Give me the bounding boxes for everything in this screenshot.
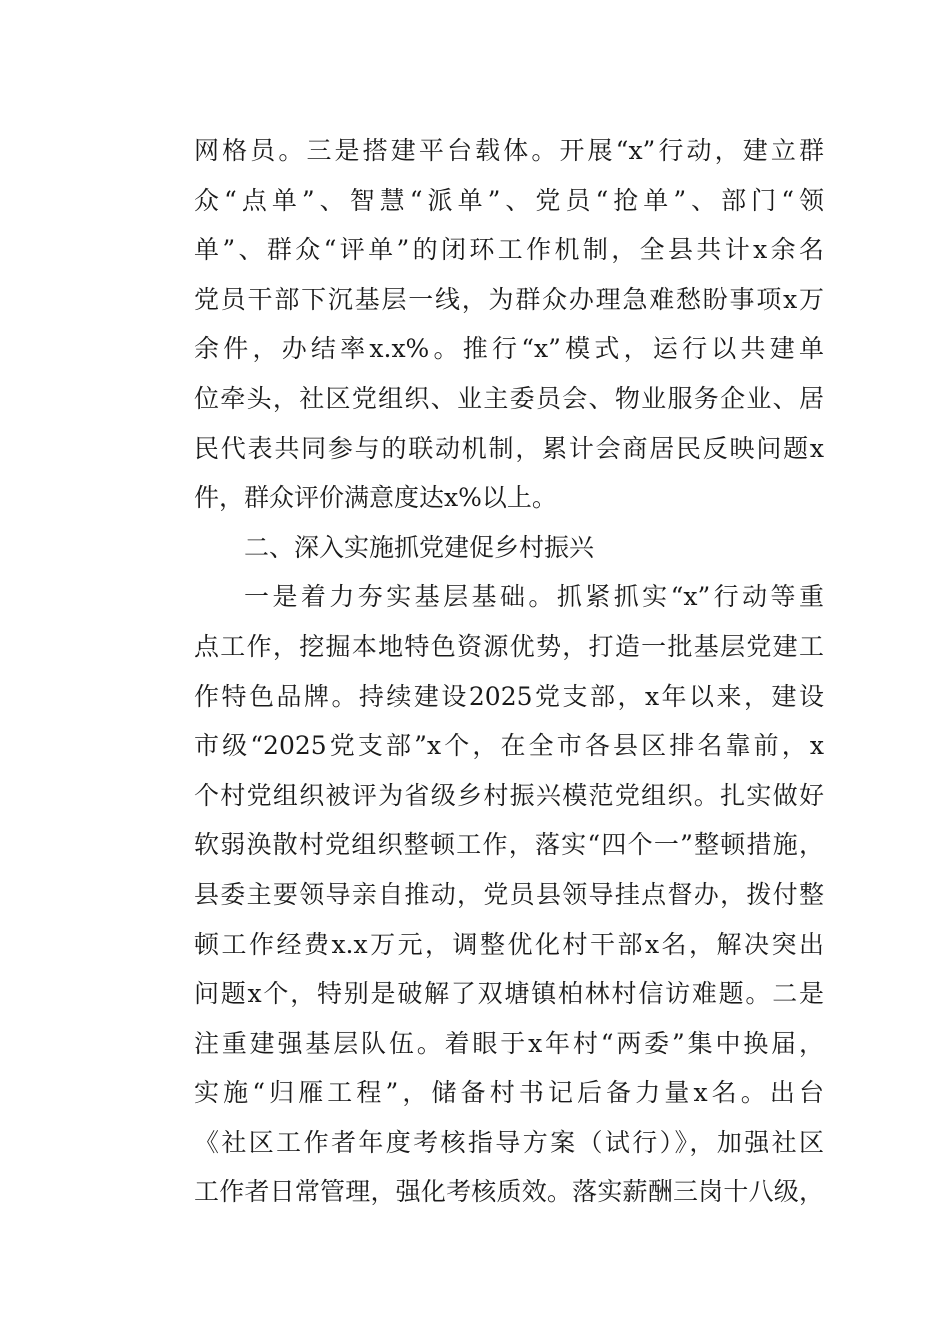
text-line: 县委主要领导亲自推动，党员县领导挂点督办，拨付整 xyxy=(194,879,824,909)
text-line: 单”、群众“评单”的闭环工作机制，全县共计x余名 xyxy=(194,235,824,265)
text-line: 软弱涣散村党组织整顿工作，落实“四个一”整顿措施， xyxy=(194,830,824,860)
text-line: 注重建强基层队伍。着眼于x年村“两委”集中换届， xyxy=(194,1028,824,1058)
text-line: 问题x个，特别是破解了双塘镇柏林村信访难题。二是 xyxy=(194,979,824,1009)
text-line: 个村党组织被评为省级乡村振兴模范党组织。扎实做好 xyxy=(194,780,824,810)
text-line: 顿工作经费x.x万元，调整优化村干部x名，解决突出 xyxy=(194,929,824,959)
text-line: 作特色品牌。持续建设2025党支部，x年以来，建设 xyxy=(194,681,824,711)
text-line: 余件，办结率x.x%。推行“x”模式，运行以共建单 xyxy=(194,334,824,364)
text-line: 位牵头，社区党组织、业主委员会、物业服务企业、居 xyxy=(194,383,824,413)
text-line: 件，群众评价满意度达x%以上。 xyxy=(194,483,557,513)
text-line: 工作者日常管理，强化考核质效。落实薪酬三岗十八级， xyxy=(194,1177,824,1207)
text-line: 点工作，挖掘本地特色资源优势，打造一批基层党建工 xyxy=(194,631,824,661)
paragraph-first-line: 一是着力夯实基层基础。抓紧抓实“x”行动等重 xyxy=(244,582,824,612)
text-line: 《社区工作者年度考核指导方案（试行）》，加强社区 xyxy=(194,1127,824,1157)
document-body xyxy=(194,126,824,1217)
text-line: 市级“2025党支部”x个，在全市各县区排名靠前，x xyxy=(194,731,824,761)
text-line: 党员干部下沉基层一线，为群众办理急难愁盼事项x万 xyxy=(194,284,824,314)
section-heading: 二、深入实施抓党建促乡村振兴 xyxy=(244,532,595,562)
text-line: 民代表共同参与的联动机制，累计会商居民反映问题x xyxy=(194,433,824,463)
text-line: 网格员。三是搭建平台载体。开展“x”行动，建立群 xyxy=(194,136,824,165)
text-line: 众“点单”、智慧“派单”、党员“抢单”、部门“领 xyxy=(194,185,824,215)
text-line: 实施“归雁工程”，储备村书记后备力量x名。出台 xyxy=(194,1078,824,1108)
